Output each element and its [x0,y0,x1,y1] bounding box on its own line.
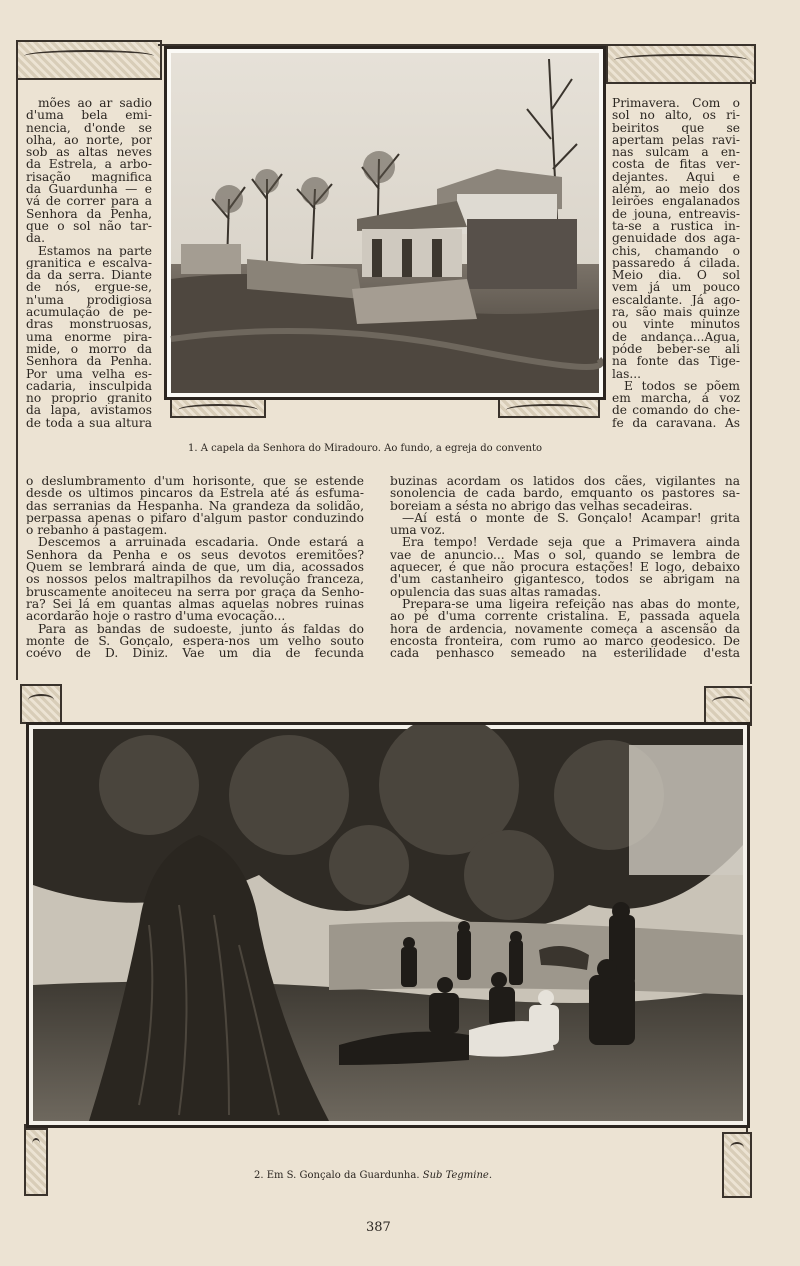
text-line: de toda a sua altura [26,416,152,430]
text-line: apertam pelas ravi- [612,133,740,147]
text-line: ou vinte minutos [612,318,740,331]
text-line: n'uma prodigiosa [26,293,152,307]
photo-picnic-image [29,725,747,1125]
text-line: d'uma bela emi- [26,109,152,122]
text-line: da da serra. Diante [26,269,152,282]
text-line: uma enorme pira- [26,330,152,343]
text-block-right-wide [390,475,740,659]
text-line: E todos se põem [624,379,740,393]
frame-rule-right [750,80,752,684]
ornament-bottom-right [722,1132,752,1198]
text-line: Quem se lembrará ainda de que, um dia, acossados [26,561,364,574]
ornament-mid-right [704,686,752,726]
text-line: nencia, d'onde se [26,121,152,134]
text-line: perpassa apenas o pifaro d'algum pastor conduzindo [26,511,364,525]
ornament-mid-left [20,684,62,724]
text-line: de andança...Agua, [612,330,740,343]
text-line: ra, são mais quinze [612,306,740,319]
text-line: Estamos na parte [38,244,152,257]
text-line: Senhora da Penha, [26,207,152,220]
text-column-left [26,97,152,429]
text-line: ra? Sei lá em quantas almas aquelas nobres ruinas [26,597,364,611]
photo-chapel-image [167,49,603,397]
text-line: passaredo á cilada. [612,256,740,270]
text-line: sol no alto, os ri- [612,109,740,122]
text-line: de comando do che- [612,404,740,417]
text-line: beiritos que se [612,121,740,134]
text-line: Meio dia. O sol [612,269,740,282]
caption-photo-picnic-italic: Sub Tegmine. [422,1170,493,1181]
text-line: cadaria, insculpida [26,379,152,393]
text-line: de jouna, entreavis- [612,207,740,220]
page-number: 387 [366,1220,391,1235]
text-line: fe da caravana. As [612,416,740,430]
text-line: vem já um pouco [612,281,740,294]
text-line: os nossos pelos maltrapilhos da revolução franceza, [26,573,364,586]
text-line: nas sulcam a en- [612,146,740,159]
text-line: que o sol não tar- [26,219,152,233]
text-line: —Aí está o monte de S. Gonçalo! Acampar! grita [402,511,740,525]
text-line: Descemos a arruinada escadaria. Onde estará a [38,536,364,549]
text-line: hora de ardencia, novamente começa a ascensão da [390,622,740,635]
text-line: chis, chamando o [612,244,740,257]
text-line: bruscamente anoiteceu na serra por graça da Senho- [26,585,364,598]
text-column-right [612,97,740,429]
text-line: Senhora da Penha e os seus devotos eremitões? [26,548,364,562]
caption-photo-picnic [254,1170,492,1182]
text-line: cada penhasco semeado na esterilidade d'esta [390,647,740,660]
text-line: Era tempo! Verdade seja que a Primavera ainda [402,536,740,549]
text-line: de nós, ergue-se, [26,281,152,294]
text-line: aquecer, é que não procura estações! E logo, debaixo [390,561,740,574]
text-line: na fonte das Tige- [612,355,740,368]
text-line: monte de S. Gonçalo, espera-nos um velho souto [26,634,364,648]
text-line: acumulação de pe- [26,306,152,319]
text-line: Prepara-se uma ligeira refeição nas abas do monte, [402,597,740,611]
text-line: boreiam a sésta no abrigo das velhas secadeiras. [390,499,693,512]
text-line: vae de anuncio... Mas o sol, quando se lembra de [390,548,740,562]
text-line: costa de fitas ver- [612,158,740,171]
text-line: uma voz. [390,524,446,537]
text-block-left-wide [26,475,364,659]
text-line: granitica e escalva- [26,256,152,270]
text-line: no proprio granito [26,392,152,405]
text-line: dras monstruosas, [26,318,152,331]
text-line: risação magnifica [26,170,152,184]
text-line: o deslumbramento d'um horisonte, que se estende [26,475,364,488]
text-line: ao pé d'uma corrente cristalina. E, passada aquela [390,610,740,623]
text-line: da Estrela, a arbo- [26,158,152,171]
text-line: mões ao ar sadio [38,97,152,110]
text-line: coévo de D. Diniz. Vae um dia de fecunda [26,647,364,660]
text-line: las... [612,367,642,380]
text-line: Primavera. Com o [612,97,740,110]
text-line: da. [26,232,45,245]
ornament-bottom-left [24,1128,48,1196]
text-line: além, ao meio dos [612,183,740,196]
ornament-top-left [16,40,162,80]
text-line: da Guardunha — e [26,183,152,196]
ornament-top-right [606,44,756,84]
text-line: acordarão hoje o rastro d'uma evocação... [26,610,286,623]
text-line: dejantes. Aqui e [612,170,740,184]
text-line: escaldante. Já ago- [612,293,740,307]
photo-chapel [164,46,606,400]
text-line: sonolencia de cada bardo, emquanto os pastores sa- [390,487,740,500]
text-line: ta-se a rustica in- [612,219,740,233]
text-line: Senhora da Penha. [26,355,152,368]
text-line: mide, o morro da [26,342,152,356]
text-line: Para as bandas de sudoeste, junto ás faldas do [38,622,364,635]
text-line: genuidade dos aga- [612,232,740,245]
text-line: buzinas acordam os latidos dos cães, vigilantes na [390,475,740,488]
text-line: d'um castanheiro gigantesco, todos se abrigam na [390,573,740,586]
text-line: opulencia das suas altas ramadas. [390,585,602,598]
text-line: das serranias da Hespanha. Na grandeza da solidão, [26,499,364,512]
text-line: leirões engalanados [612,195,740,208]
text-line: olha, ao norte, por [26,133,152,147]
frame-rule-left [16,76,18,680]
text-line: póde beber-se ali [612,342,740,356]
text-line: o rebanho á pastagem. [26,524,168,537]
text-line: em marcha, á voz [612,392,740,405]
text-line: Por uma velha es- [26,367,152,380]
text-line: sob as altas neves [26,146,152,159]
text-line: da lapa, avistamos [26,404,152,417]
photo-picnic [26,722,750,1128]
caption-photo-picnic-main: 2. Em S. Gonçalo da Guardunha. [254,1170,420,1181]
text-line: desde os ultimos pincaros da Estrela até ás esfuma- [26,487,364,500]
caption-photo-chapel: 1. A capela da Senhora do Miradouro. Ao fundo, a egreja do convento [188,443,542,454]
text-line: vá de correr para a [26,195,152,208]
text-line: encosta fronteira, com rumo ao marco geodesico. De [390,634,740,648]
